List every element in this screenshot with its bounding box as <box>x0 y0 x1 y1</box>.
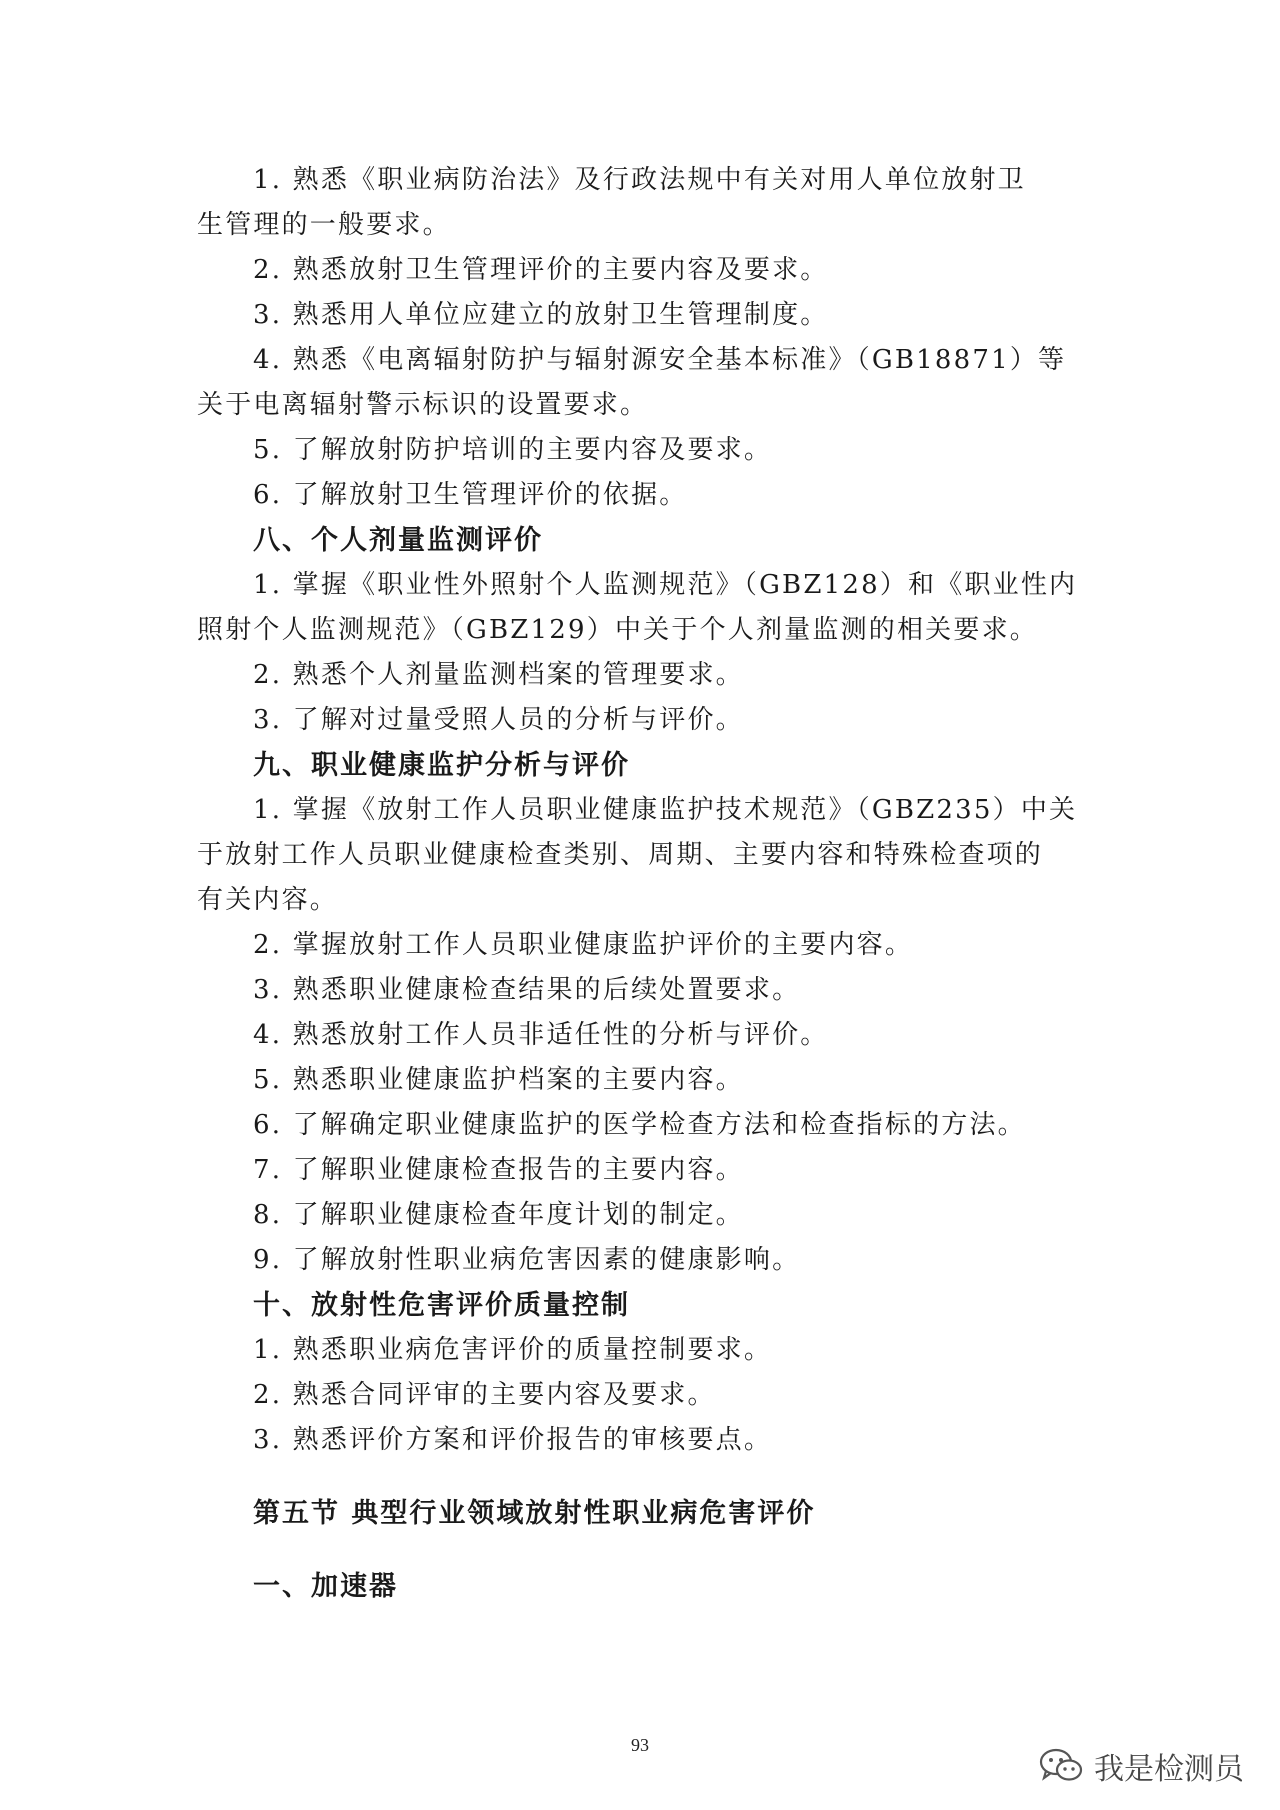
paragraph-line: 8. 了解职业健康检查年度计划的制定。 <box>253 1200 744 1230</box>
paragraph-line: 2. 掌握放射工作人员职业健康监护评价的主要内容。 <box>253 930 914 960</box>
paragraph-line: 2. 熟悉合同评审的主要内容及要求。 <box>253 1380 716 1410</box>
paragraph-line: 1. 熟悉《职业病防治法》及行政法规中有关对用人单位放射卫 <box>253 165 1026 195</box>
paragraph-line: 6. 了解确定职业健康监护的医学检查方法和检查指标的方法。 <box>253 1110 1026 1140</box>
paragraph-line: 3. 熟悉职业健康检查结果的后续处置要求。 <box>253 975 801 1005</box>
chapter-heading: 八、个人剂量监测评价 <box>253 525 543 556</box>
subsection-heading: 一、加速器 <box>253 1571 398 1602</box>
paragraph-continuation-line: 于放射工作人员职业健康检查类别、周期、主要内容和特殊检查项的 <box>197 840 1044 870</box>
paragraph-line: 4. 熟悉《电离辐射防护与辐射源安全基本标准》（GB18871）等 <box>253 345 1067 375</box>
paragraph-line: 2. 熟悉个人剂量监测档案的管理要求。 <box>253 660 744 690</box>
watermark-text: 我是检测员 <box>1094 1752 1244 1787</box>
paragraph-line: 5. 熟悉职业健康监护档案的主要内容。 <box>253 1065 744 1095</box>
paragraph-continuation-line: 照射个人监测规范》（GBZ129）中关于个人剂量监测的相关要求。 <box>197 615 1038 645</box>
page-number: 93 <box>631 1735 649 1755</box>
paragraph-line: 1. 熟悉职业病危害评价的质量控制要求。 <box>253 1335 773 1365</box>
paragraph-line: 4. 熟悉放射工作人员非适任性的分析与评价。 <box>253 1020 829 1050</box>
paragraph-continuation-line: 有关内容。 <box>197 885 339 915</box>
paragraph-continuation-line: 关于电离辐射警示标识的设置要求。 <box>197 390 649 420</box>
paragraph-line: 1. 掌握《放射工作人员职业健康监护技术规范》（GBZ235）中关 <box>253 795 1078 825</box>
document-body <box>197 158 1082 1609</box>
paragraph-line: 3. 熟悉评价方案和评价报告的审核要点。 <box>253 1425 773 1455</box>
paragraph-continuation-line: 生管理的一般要求。 <box>197 210 451 240</box>
paragraph-line: 9. 了解放射性职业病危害因素的健康影响。 <box>253 1245 801 1275</box>
chapter-heading: 九、职业健康监护分析与评价 <box>253 750 630 781</box>
paragraph-line: 3. 熟悉用人单位应建立的放射卫生管理制度。 <box>253 300 829 330</box>
paragraph-line: 5. 了解放射防护培训的主要内容及要求。 <box>253 435 773 465</box>
wechat-icon <box>1038 1747 1084 1785</box>
chapter-heading: 十、放射性危害评价质量控制 <box>253 1290 630 1321</box>
paragraph-line: 2. 熟悉放射卫生管理评价的主要内容及要求。 <box>253 255 829 285</box>
paragraph-line: 3. 了解对过量受照人员的分析与评价。 <box>253 705 744 735</box>
section-heading: 第五节 典型行业领域放射性职业病危害评价 <box>253 1498 816 1529</box>
paragraph-line: 7. 了解职业健康检查报告的主要内容。 <box>253 1155 744 1185</box>
watermark <box>1038 1744 1244 1788</box>
paragraph-line: 6. 了解放射卫生管理评价的依据。 <box>253 480 688 510</box>
paragraph-line: 1. 掌握《职业性外照射个人监测规范》（GBZ128）和《职业性内 <box>253 570 1078 600</box>
